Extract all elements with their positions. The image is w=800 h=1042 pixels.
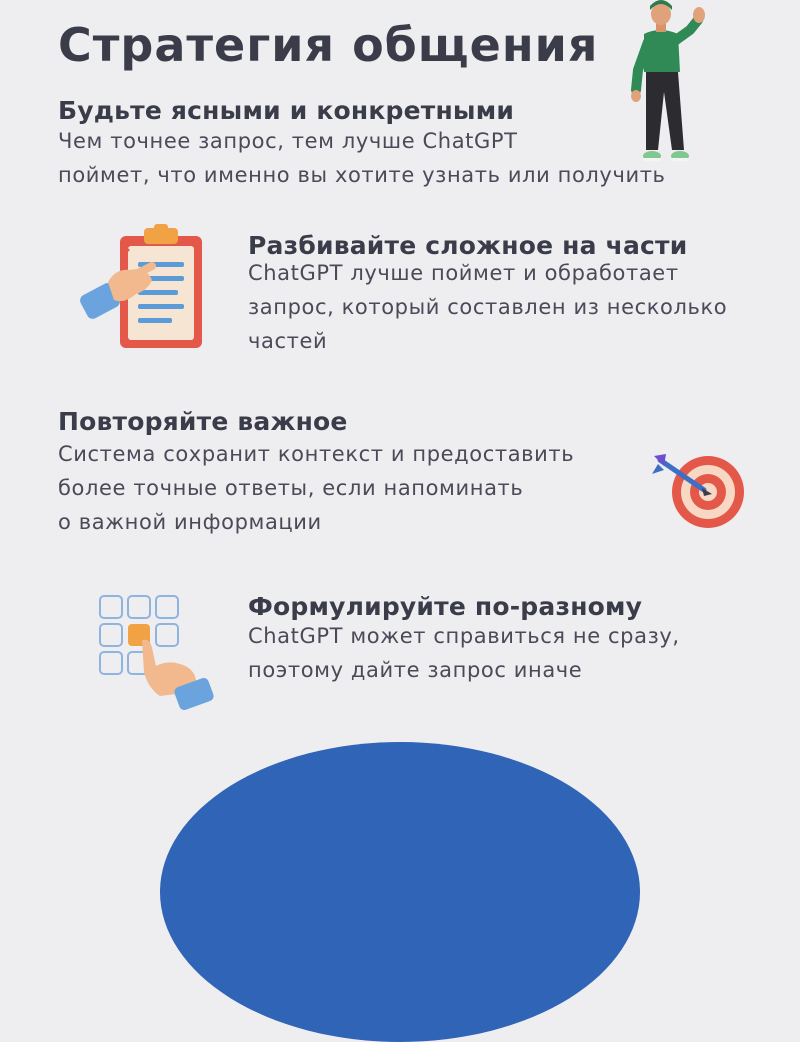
section-1-text — [58, 124, 666, 192]
target-dart-illustration — [648, 450, 748, 534]
section-1-heading: Будьте ясными и конкретными — [58, 96, 515, 125]
waving-person-illustration — [628, 0, 710, 168]
section-2-line-2: запрос, который составлен из несколько — [248, 295, 728, 319]
section-4-line-1: ChatGPT может справиться не сразу, — [248, 624, 680, 648]
section-3-heading: Повторяйте важное — [58, 407, 348, 436]
section-4-heading: Формулируйте по-разному — [248, 592, 643, 621]
bottom-blue-arc — [160, 742, 640, 1042]
section-4-line-2: поэтому дайте запрос иначе — [248, 658, 583, 682]
section-3-line-3: о важной информации — [58, 510, 322, 534]
section-2-line-1: ChatGPT лучше поймет и обработает — [248, 261, 679, 285]
section-1-line-2: поймет, что именно вы хотите узнать или получить — [58, 163, 666, 187]
section-2-heading: Разбивайте сложное на части — [248, 231, 688, 260]
section-2-line-3: частей — [248, 329, 328, 353]
grid-tap-illustration — [96, 592, 220, 714]
section-2-text — [248, 256, 727, 358]
page-title: Стратегия общения — [58, 18, 599, 72]
section-4-text — [248, 619, 680, 687]
section-3-text — [58, 437, 574, 539]
section-3-line-2: более точные ответы, если напоминать — [58, 476, 524, 500]
section-1-line-1: Чем точнее запрос, тем лучше ChatGPT — [58, 129, 518, 153]
clipboard-checklist-illustration — [78, 222, 208, 352]
section-3-line-1: Система сохранит контекст и предоставить — [58, 442, 575, 466]
